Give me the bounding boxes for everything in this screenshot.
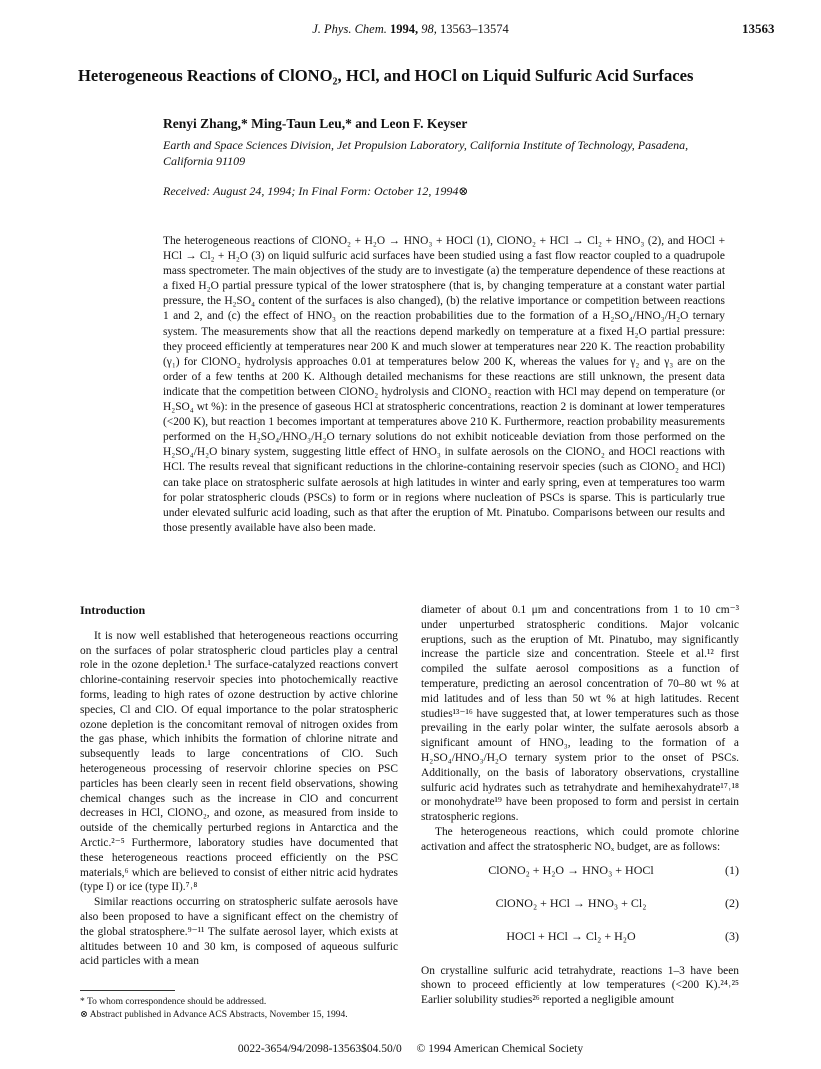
paragraph: The heterogeneous reactions, which could promote chlorine activation and affect the stratospheric NOₓ budget, are as follows: (421, 825, 739, 853)
equation-expression: ClONO₂ + H₂O → HNO₃ + HOCl (488, 862, 654, 877)
journal-pages: 13563–13574 (440, 22, 509, 36)
footnotes (80, 996, 410, 1022)
equation-number: (1) (725, 862, 739, 877)
equation-expression: HOCl + HCl → Cl₂ + H₂O (506, 928, 636, 943)
received-dates: Received: August 24, 1994; In Final Form: October 12, 1994⊗ (163, 184, 469, 198)
running-head (0, 22, 821, 37)
paragraph: diameter of about 0.1 μm and concentrations from 1 to 10 cm⁻³ under unperturbed stratospheric conditions. Major volcanic eruptions, such as the eruption of Mt. Pinatubo, may significantly increase the particle size and concentration. Steele et al.¹² first compiled the sulfate aerosol compositions as a function of temperature, predicting an aerosol concentration of 70–80 wt % at mid latitudes and of less than 50 wt % at high latitudes. Recent studies¹³⁻¹⁶ have suggested that, at lower temperatures such as those prevailing in the early polar winter, the sulfate aerosols absorb a significant amount of HNO₃, leading to the formation of a H₂SO₄/HNO₃/H₂O ternary system prior to the onset of PSCs. Additionally, on the basis of laboratory observations, crystalline sulfuric acid hydrates such as tetrahydrate and hemihexahydrate¹⁷˒¹⁸ or monohydrate¹⁹ have been proposed to form and persist in certain stratospheric regions. (421, 604, 739, 824)
journal-year: 1994, (390, 22, 419, 36)
paper-title: Heterogeneous Reactions of ClONO₂, HCl, and HOCl on Liquid Sulfuric Acid Surfaces (78, 66, 694, 85)
footnote-divider (80, 990, 175, 991)
equation-2 (421, 888, 739, 921)
abstract: The heterogeneous reactions of ClONO₂ + H₂O → HNO₃ + HOCl (1), ClONO₂ + HCl → Cl₂ + HNO₃ (2), and HOCl + HCl → Cl₂ + H₂O (3) on liquid sulfuric acid surfaces have been studied using a fast flow reactor coupled to a quadrupole mass spectrometer. The main objectives of the study are to investigate (a) the temperature dependence of these reactions at a fixed H₂O partial pressure typical of the lower stratosphere (that is, by changing temperature at a constant water partial pressure, the H₂SO₄ content of the surfaces is also changed), (b) the relative importance or competition between reactions 1 and 2, and (c) the effect of HNO₃ on the reaction probabilities due to the formation of a H₂SO₄/HNO₃/H₂O ternary system. The measurements show that all the reactions depend markedly on temperature at a fixed H₂O partial pressure: they proceed efficiently at temperatures near 200 K and much slower at temperatures near 220 K. The reaction probability (γ₁) for ClONO₂ hydrolysis approaches 0.01 at temperatures below 200 K, whereas the values for γ₂ and γ₃ are on the order of a few tenths at 200 K. Although detailed mechanisms for these reactions are still unknown, the present data indicate that the competition between ClONO₂ hydrolysis and ClONO₂ reaction with HCl may depend on temperature (or H₂SO₄ wt %): in the presence of gaseous HCl at stratospheric concentrations, reaction 2 is dominant at lower temperatures (<200 K), but reaction 1 becomes important at temperatures above 210 K. Furthermore, reaction probability measurements performed on the H₂SO₄/HNO₃/H₂O ternary solutions do not exhibit noticeable deviation from those performed on the H₂SO₄/H₂O binary system, suggesting little effect of HNO₃ in sulfate aerosols on the ClONO₂ and HOCl reactions with HCl. The results reveal that significant reductions in the chlorine-containing reservoir species (such as ClONO₂ and HCl) can take place on stratospheric sulfate aerosols at high latitudes in winter and early spring, even at temperatures too warm for polar stratospheric clouds (PSCs) to form or in regions where nucleation of PSCs is sparse. This is particularly true under elevated sulfuric acid loading, such as that after the eruption of Mt. Pinatubo. Comparisons between our results and those presently available have also been made. (163, 235, 725, 534)
journal-name: J. Phys. Chem. (312, 22, 387, 36)
left-column (80, 603, 398, 969)
copyright: © 1994 American Chemical Society (416, 1043, 584, 1055)
equation-number: (3) (725, 928, 739, 943)
page-number: 13563 (742, 21, 775, 36)
section-heading-introduction: Introduction (80, 603, 146, 617)
equation-expression: ClONO₂ + HCl → HNO₃ + Cl₂ (495, 895, 647, 910)
footnote-abstract-published: ⊗ Abstract published in Advance ACS Abstracts, November 15, 1994. (80, 1010, 348, 1020)
equation-number: (2) (725, 895, 739, 910)
journal-volume: 98, (421, 22, 437, 36)
right-column (421, 603, 739, 1008)
footnote-correspondence: * To whom correspondence should be addressed. (80, 997, 267, 1007)
paragraph: Similar reactions occurring on stratospheric sulfate aerosols have also been proposed to have a significant effect on the chemistry of the global stratosphere.⁹⁻¹¹ The sulfate aerosol layer, which exists at altitudes between 10 and 30 km, is composed of aqueous sulfuric acid particles with a mean (80, 896, 398, 968)
authors: Renyi Zhang,* Ming-Taun Leu,* and Leon F. Keyser (163, 116, 468, 131)
paragraph: On crystalline sulfuric acid tetrahydrate, reactions 1–3 have been shown to proceed efficiently at low temperatures (<200 K).²⁴˒²⁵ Earlier solubility studies²⁶ reported a negligible amount (421, 964, 739, 1007)
paragraph: It is now well established that heterogeneous reactions occurring on the surfaces of polar stratospheric cloud particles play a central role in the ozone depletion.¹ The surface-catalyzed reactions convert chlorine-containing reservoir species into photochemically reactive forms, leading to high rates of ozone destruction by active chlorine species, Cl and ClO. Of equal importance to the polar stratospheric ozone depletion is the concomitant removal of nitrogen oxides from the gas phase, which inhibits the formation of chlorine nitrate and subsequently leads to large concentrations of ClO. Such heterogeneous processing of reservoir chlorine species on PSC particles has been clearly seen in recent field observations, showing chemical changes such as the increase in ClO and concurrent decreases in HCl, ClONO₂, and ozone, as measured from inside to outside of the chemically perturbed regions in Antarctica and the Arctic.²⁻⁵ Furthermore, laboratory studies have documented that these heterogeneous reactions proceed efficiently on the PSC materials,⁶ which are believed to consist of either nitric acid hydrates (type I) or ice (type II).⁷˒⁸ (80, 629, 398, 894)
equation-1 (421, 855, 739, 888)
affiliation: Earth and Space Sciences Division, Jet Propulsion Laboratory, California Institute of Technology, Pasadena, California 91109 (163, 138, 689, 168)
page-footer (0, 1043, 821, 1055)
article-code: 0022-3654/94/2098-13563$04.50/0 (237, 1043, 402, 1055)
equation-3 (421, 921, 739, 954)
